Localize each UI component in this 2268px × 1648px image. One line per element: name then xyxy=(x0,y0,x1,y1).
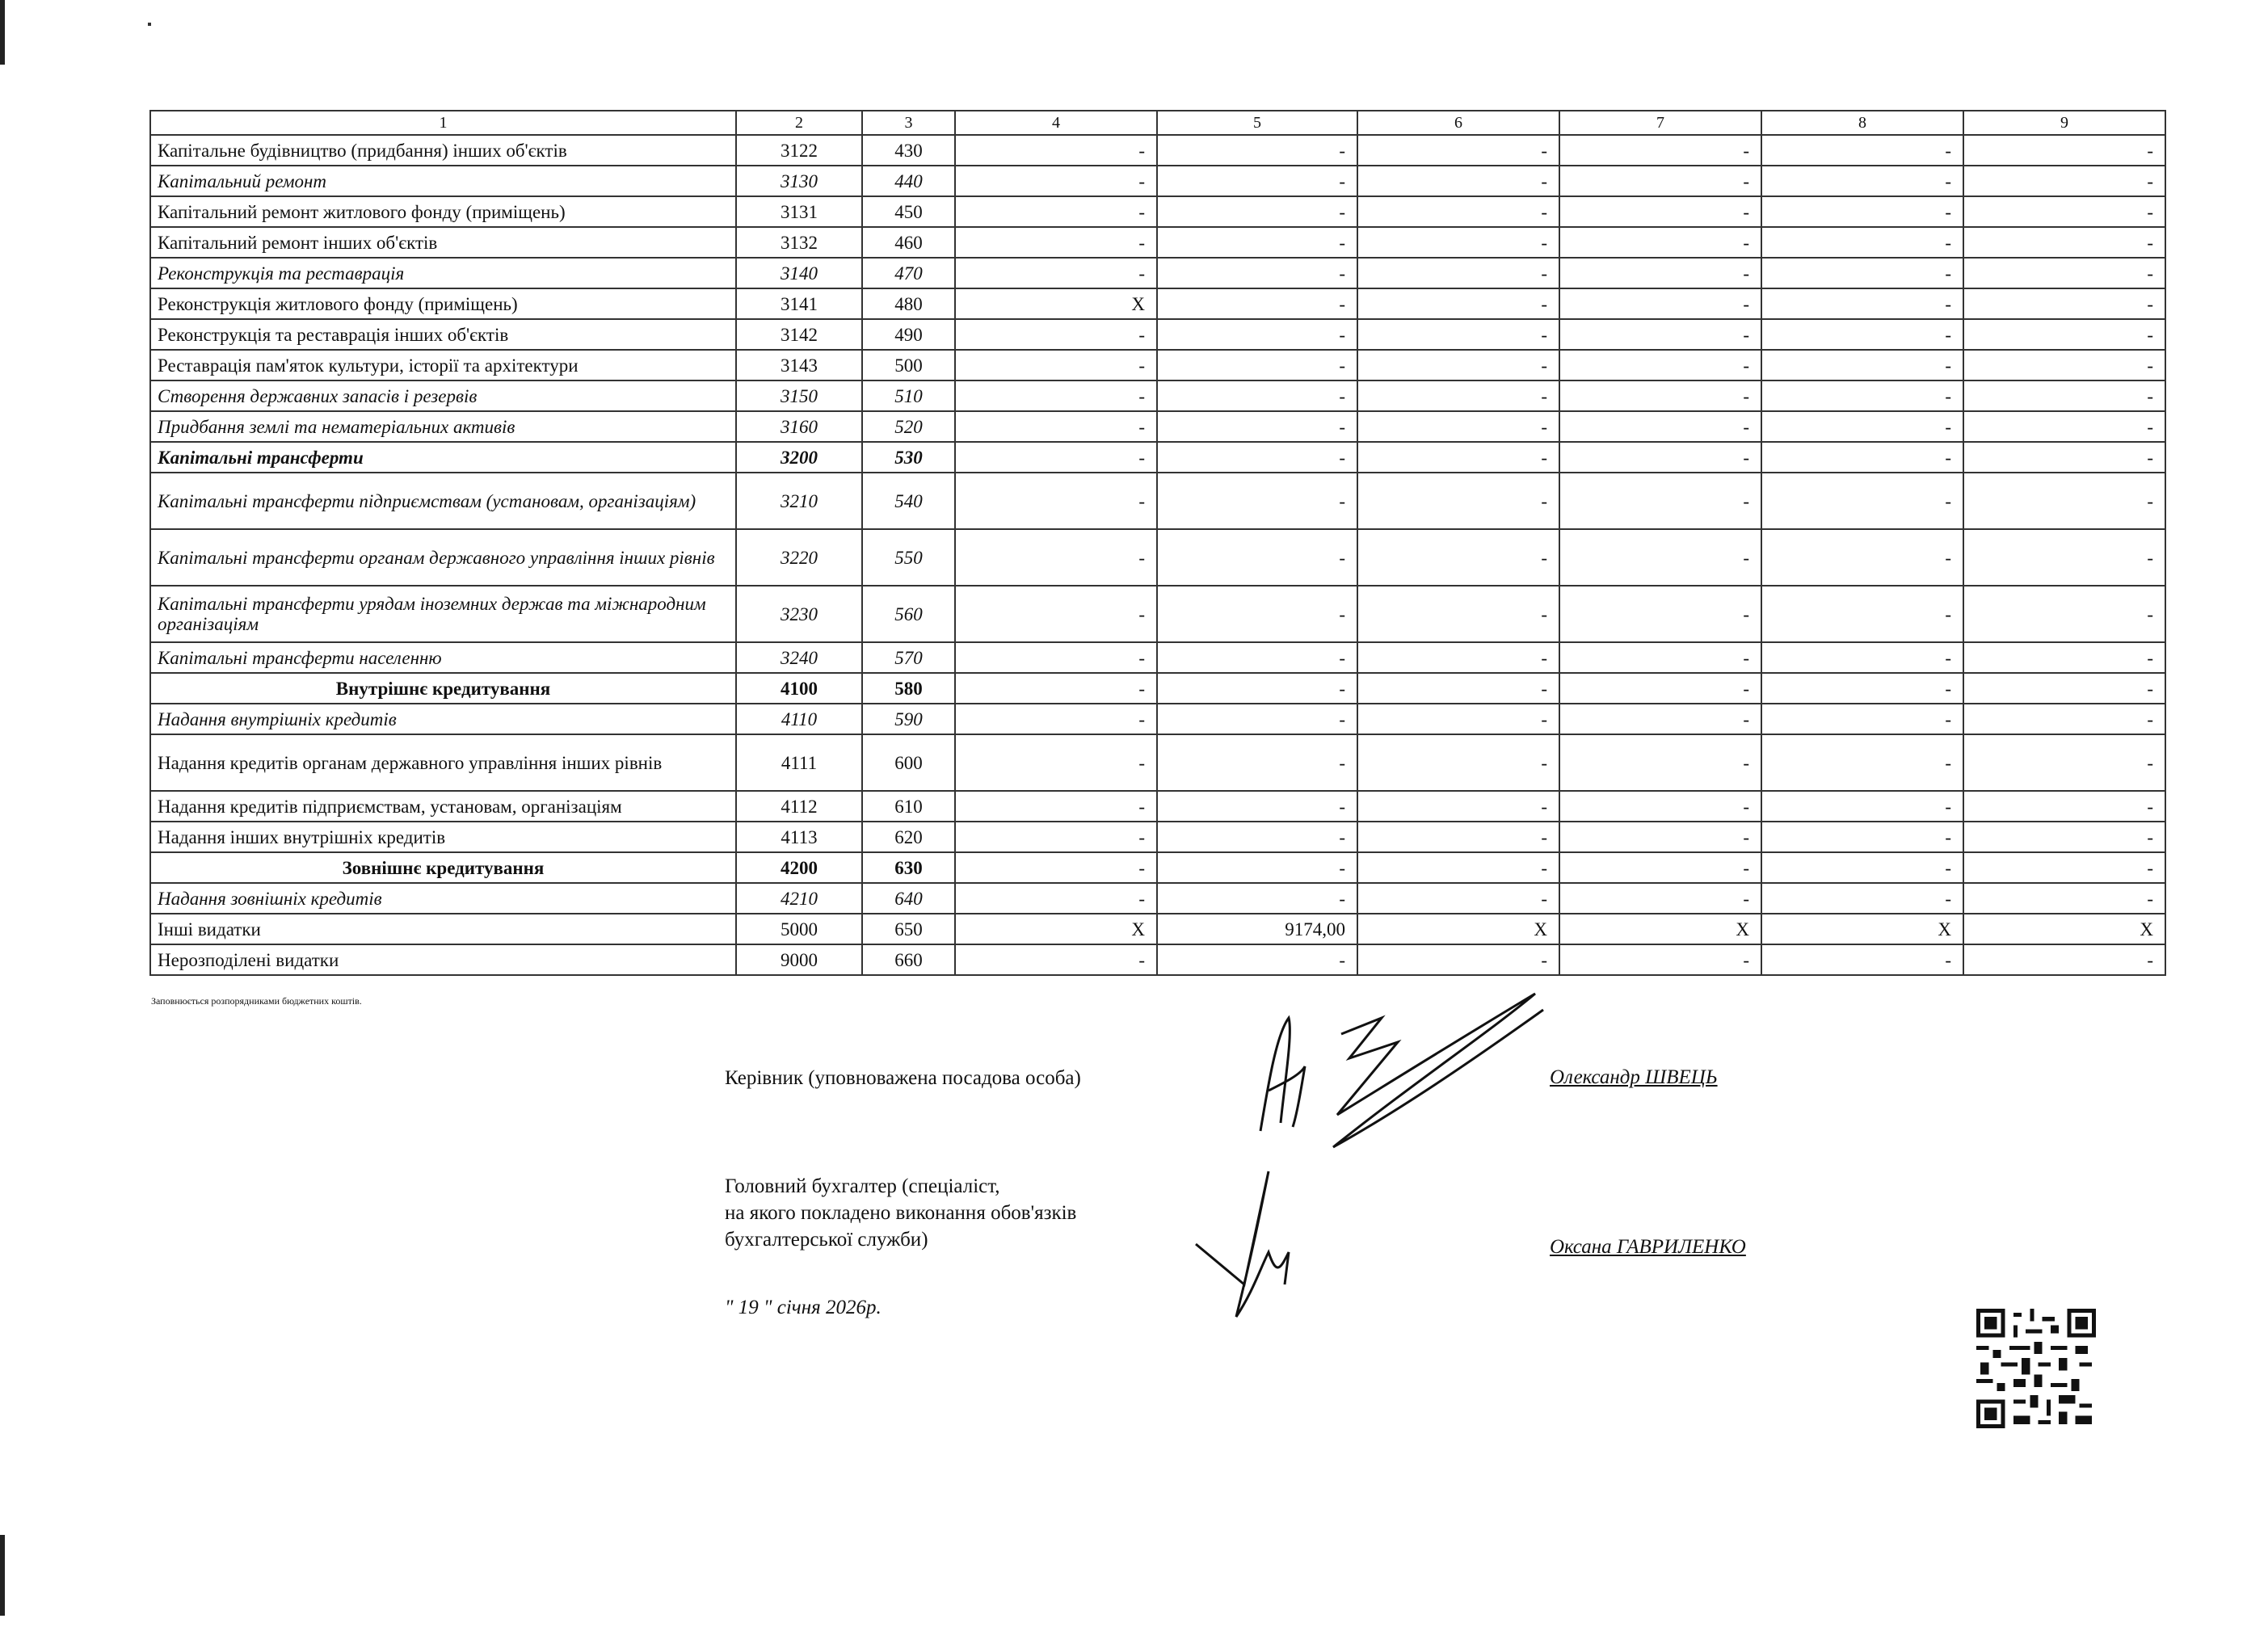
row-value: - xyxy=(955,350,1157,380)
row-value: - xyxy=(1357,791,1559,822)
row-value: - xyxy=(1963,642,2165,673)
row-code: 3130 xyxy=(736,166,862,196)
accountant-label xyxy=(725,1173,1076,1253)
row-code: 3200 xyxy=(736,442,862,473)
row-value: - xyxy=(1357,734,1559,791)
row-value: - xyxy=(1761,258,1963,288)
table-row xyxy=(150,196,2165,227)
row-value: - xyxy=(1963,529,2165,586)
row-value: - xyxy=(955,442,1157,473)
row-value: - xyxy=(1559,258,1761,288)
table-row xyxy=(150,914,2165,944)
row-number: 530 xyxy=(862,442,955,473)
table-row xyxy=(150,350,2165,380)
row-number: 430 xyxy=(862,135,955,166)
row-value: - xyxy=(1963,380,2165,411)
row-value: X xyxy=(1963,914,2165,944)
row-value: - xyxy=(1357,883,1559,914)
row-code: 3131 xyxy=(736,196,862,227)
row-value: - xyxy=(955,704,1157,734)
header-cell: 4 xyxy=(955,111,1157,135)
row-value: - xyxy=(955,227,1157,258)
accountant-name: Оксана ГАВРИЛЕНКО xyxy=(1550,1236,1746,1258)
row-value: - xyxy=(1357,642,1559,673)
row-value: - xyxy=(1357,350,1559,380)
signature-date: " 19 " січня 2026р. xyxy=(725,1297,882,1318)
row-name: Реставрація пам'яток культури, історії та архітектури xyxy=(150,350,736,380)
row-value: - xyxy=(1761,380,1963,411)
table-row xyxy=(150,411,2165,442)
row-value: - xyxy=(1963,704,2165,734)
row-value: - xyxy=(1963,319,2165,350)
row-name: Реконструкція житлового фонду (приміщень) xyxy=(150,288,736,319)
row-value: - xyxy=(1963,586,2165,642)
row-value: - xyxy=(1357,442,1559,473)
row-code: 3220 xyxy=(736,529,862,586)
row-value: - xyxy=(1559,642,1761,673)
row-value: - xyxy=(1761,166,1963,196)
row-value: - xyxy=(1761,288,1963,319)
row-value: - xyxy=(1357,673,1559,704)
header-cell: 5 xyxy=(1157,111,1357,135)
table-row xyxy=(150,852,2165,883)
table-row xyxy=(150,586,2165,642)
row-name: Капітальні трансферти органам державного управління інших рівнів xyxy=(150,529,736,586)
row-number: 580 xyxy=(862,673,955,704)
row-value: - xyxy=(1761,704,1963,734)
row-code: 4110 xyxy=(736,704,862,734)
row-value: - xyxy=(1357,319,1559,350)
row-name: Реконструкція та реставрація xyxy=(150,258,736,288)
row-code: 3132 xyxy=(736,227,862,258)
row-value: - xyxy=(1157,350,1357,380)
row-value: - xyxy=(1157,883,1357,914)
row-name: Капітальні трансферти xyxy=(150,442,736,473)
row-value: - xyxy=(1157,227,1357,258)
table-row xyxy=(150,319,2165,350)
head-name: Олександр ШВЕЦЬ xyxy=(1550,1066,1718,1088)
row-value: - xyxy=(1761,586,1963,642)
row-value: - xyxy=(1963,288,2165,319)
accountant-signature xyxy=(1188,1163,1349,1325)
row-code: 4113 xyxy=(736,822,862,852)
row-value: - xyxy=(1357,822,1559,852)
row-code: 3210 xyxy=(736,473,862,529)
row-value: - xyxy=(955,822,1157,852)
row-value: - xyxy=(1157,822,1357,852)
table-row xyxy=(150,673,2165,704)
row-number: 450 xyxy=(862,196,955,227)
row-value: - xyxy=(1559,442,1761,473)
scan-edge-mark-bottom xyxy=(0,1535,5,1616)
row-value: - xyxy=(1761,673,1963,704)
table-body xyxy=(150,111,2165,975)
row-value: - xyxy=(1559,704,1761,734)
table-row xyxy=(150,258,2165,288)
table-row xyxy=(150,822,2165,852)
row-code: 3150 xyxy=(736,380,862,411)
row-value: - xyxy=(955,258,1157,288)
row-value: - xyxy=(955,135,1157,166)
row-name: Капітальний ремонт житлового фонду (приміщень) xyxy=(150,196,736,227)
row-code: 3160 xyxy=(736,411,862,442)
row-code: 3141 xyxy=(736,288,862,319)
row-value: - xyxy=(1157,529,1357,586)
header-row xyxy=(150,111,2165,135)
row-value: - xyxy=(1761,319,1963,350)
row-value: X xyxy=(1357,914,1559,944)
row-value: - xyxy=(1157,288,1357,319)
header-cell: 8 xyxy=(1761,111,1963,135)
row-code: 4200 xyxy=(736,852,862,883)
row-value: - xyxy=(955,166,1157,196)
table-row xyxy=(150,288,2165,319)
row-value: - xyxy=(955,883,1157,914)
row-value: - xyxy=(1963,734,2165,791)
row-value: - xyxy=(1963,944,2165,975)
row-number: 650 xyxy=(862,914,955,944)
row-number: 540 xyxy=(862,473,955,529)
row-code: 4112 xyxy=(736,791,862,822)
row-name: Капітальні трансферти підприємствам (установам, організаціям) xyxy=(150,473,736,529)
row-value: - xyxy=(1157,704,1357,734)
row-value: - xyxy=(1357,288,1559,319)
scan-edge-mark-top xyxy=(0,0,5,65)
row-value: - xyxy=(1559,135,1761,166)
row-value: - xyxy=(955,852,1157,883)
row-value: - xyxy=(955,473,1157,529)
footnote: Заповнюється розпорядниками бюджетних коштів. xyxy=(151,995,362,1007)
row-value: - xyxy=(1357,473,1559,529)
row-value: - xyxy=(1559,288,1761,319)
row-value: - xyxy=(1559,196,1761,227)
table-row xyxy=(150,883,2165,914)
row-value: - xyxy=(955,529,1157,586)
row-value: - xyxy=(1559,473,1761,529)
row-value: - xyxy=(1963,227,2165,258)
table-row xyxy=(150,227,2165,258)
row-name: Надання кредитів підприємствам, установам, організаціям xyxy=(150,791,736,822)
row-value: - xyxy=(955,673,1157,704)
row-value: - xyxy=(1559,791,1761,822)
row-code: 3142 xyxy=(736,319,862,350)
row-value: - xyxy=(1963,442,2165,473)
row-value: X xyxy=(1761,914,1963,944)
row-name: Капітальний ремонт інших об'єктів xyxy=(150,227,736,258)
row-name: Інші видатки xyxy=(150,914,736,944)
row-value: - xyxy=(1761,852,1963,883)
row-value: - xyxy=(1963,258,2165,288)
row-number: 440 xyxy=(862,166,955,196)
row-number: 460 xyxy=(862,227,955,258)
row-value: - xyxy=(1963,411,2165,442)
row-value: - xyxy=(1963,852,2165,883)
row-code: 4100 xyxy=(736,673,862,704)
row-name: Створення державних запасів і резервів xyxy=(150,380,736,411)
header-cell: 3 xyxy=(862,111,955,135)
row-value: - xyxy=(1357,227,1559,258)
accountant-label-line-1: Головний бухгалтер (спеціаліст, xyxy=(725,1175,1000,1197)
table-row xyxy=(150,704,2165,734)
row-value: - xyxy=(1559,227,1761,258)
row-name: Надання кредитів органам державного управління інших рівнів xyxy=(150,734,736,791)
row-name: Надання зовнішніх кредитів xyxy=(150,883,736,914)
row-value: - xyxy=(1559,380,1761,411)
row-value: - xyxy=(955,642,1157,673)
row-value: - xyxy=(1357,135,1559,166)
row-code: 3143 xyxy=(736,350,862,380)
header-cell: 1 xyxy=(150,111,736,135)
row-value: - xyxy=(1157,642,1357,673)
row-number: 590 xyxy=(862,704,955,734)
row-value: - xyxy=(1559,350,1761,380)
row-value: - xyxy=(1963,791,2165,822)
table-row xyxy=(150,529,2165,586)
row-value: - xyxy=(1157,442,1357,473)
row-value: X xyxy=(955,288,1157,319)
row-value: - xyxy=(1157,135,1357,166)
head-label: Керівник (уповноважена посадова особа) xyxy=(725,1067,1081,1089)
table-row xyxy=(150,442,2165,473)
row-value: - xyxy=(955,734,1157,791)
table-row xyxy=(150,166,2165,196)
row-value: - xyxy=(1357,196,1559,227)
row-value: - xyxy=(1559,319,1761,350)
row-value: - xyxy=(1157,944,1357,975)
row-value: - xyxy=(1761,473,1963,529)
table-row xyxy=(150,380,2165,411)
row-value: - xyxy=(955,944,1157,975)
row-value: - xyxy=(1963,166,2165,196)
row-value: - xyxy=(1761,350,1963,380)
row-name: Зовнішнє кредитування xyxy=(150,852,736,883)
accountant-label-line-2: на якого покладено виконання обов'язків xyxy=(725,1202,1077,1224)
header-cell: 6 xyxy=(1357,111,1559,135)
row-value: - xyxy=(1963,135,2165,166)
row-code: 4210 xyxy=(736,883,862,914)
row-value: - xyxy=(1559,944,1761,975)
row-value: - xyxy=(955,380,1157,411)
row-value: - xyxy=(1761,734,1963,791)
row-name: Придбання землі та нематеріальних активів xyxy=(150,411,736,442)
row-number: 570 xyxy=(862,642,955,673)
row-value: - xyxy=(1963,196,2165,227)
row-value: - xyxy=(1157,166,1357,196)
row-value: - xyxy=(1963,673,2165,704)
row-value: - xyxy=(1559,852,1761,883)
row-number: 520 xyxy=(862,411,955,442)
row-name: Внутрішнє кредитування xyxy=(150,673,736,704)
row-value: - xyxy=(1559,822,1761,852)
row-name: Нерозподілені видатки xyxy=(150,944,736,975)
row-number: 510 xyxy=(862,380,955,411)
row-value: - xyxy=(955,586,1157,642)
qr-code-icon xyxy=(1976,1309,2096,1428)
row-value: - xyxy=(1157,852,1357,883)
row-value: - xyxy=(1559,883,1761,914)
table-row xyxy=(150,135,2165,166)
header-cell: 2 xyxy=(736,111,862,135)
row-value: - xyxy=(1357,852,1559,883)
row-number: 660 xyxy=(862,944,955,975)
row-value: - xyxy=(1761,944,1963,975)
row-code: 3230 xyxy=(736,586,862,642)
row-value: - xyxy=(1357,258,1559,288)
row-name: Надання внутрішніх кредитів xyxy=(150,704,736,734)
header-cell: 9 xyxy=(1963,111,2165,135)
row-code: 3240 xyxy=(736,642,862,673)
row-value: - xyxy=(1761,529,1963,586)
row-value: - xyxy=(1157,673,1357,704)
row-value: - xyxy=(1357,411,1559,442)
row-number: 600 xyxy=(862,734,955,791)
row-number: 550 xyxy=(862,529,955,586)
row-value: - xyxy=(1761,822,1963,852)
row-number: 610 xyxy=(862,791,955,822)
row-name: Капітальне будівництво (придбання) інших об'єктів xyxy=(150,135,736,166)
row-number: 470 xyxy=(862,258,955,288)
row-value: - xyxy=(1761,135,1963,166)
row-value: - xyxy=(1761,442,1963,473)
row-value: - xyxy=(1761,883,1963,914)
row-value: - xyxy=(1357,529,1559,586)
row-value: - xyxy=(1559,411,1761,442)
row-value: - xyxy=(1963,883,2165,914)
row-value: - xyxy=(955,411,1157,442)
row-number: 560 xyxy=(862,586,955,642)
row-name: Надання інших внутрішніх кредитів xyxy=(150,822,736,852)
row-value: - xyxy=(1761,791,1963,822)
row-number: 490 xyxy=(862,319,955,350)
row-code: 4111 xyxy=(736,734,862,791)
row-value: - xyxy=(1357,166,1559,196)
row-number: 480 xyxy=(862,288,955,319)
row-value: - xyxy=(1963,350,2165,380)
row-name: Капітальні трансферти населенню xyxy=(150,642,736,673)
table-row xyxy=(150,642,2165,673)
row-value: 9174,00 xyxy=(1157,914,1357,944)
accountant-label-line-3: бухгалтерської служби) xyxy=(725,1229,928,1251)
row-value: - xyxy=(1761,411,1963,442)
head-signature xyxy=(1244,986,1551,1179)
row-name: Реконструкція та реставрація інших об'єктів xyxy=(150,319,736,350)
row-value: - xyxy=(1761,196,1963,227)
row-value: - xyxy=(1761,227,1963,258)
row-number: 500 xyxy=(862,350,955,380)
row-value: X xyxy=(955,914,1157,944)
row-value: - xyxy=(955,319,1157,350)
row-name: Капітальний ремонт xyxy=(150,166,736,196)
scan-dot xyxy=(148,23,151,26)
row-number: 630 xyxy=(862,852,955,883)
table-row xyxy=(150,734,2165,791)
row-name: Капітальні трансферти урядам іноземних держав та міжнародним організаціям xyxy=(150,586,736,642)
row-value: - xyxy=(1963,822,2165,852)
row-value: - xyxy=(1157,473,1357,529)
row-value: - xyxy=(1963,473,2165,529)
row-value: - xyxy=(1357,944,1559,975)
row-code: 9000 xyxy=(736,944,862,975)
row-value: - xyxy=(1559,734,1761,791)
row-value: - xyxy=(1357,704,1559,734)
row-code: 3140 xyxy=(736,258,862,288)
row-value: - xyxy=(1559,166,1761,196)
report-table xyxy=(149,110,2166,976)
row-value: - xyxy=(955,196,1157,227)
row-code: 5000 xyxy=(736,914,862,944)
row-value: - xyxy=(1157,734,1357,791)
row-code: 3122 xyxy=(736,135,862,166)
row-value: - xyxy=(1761,642,1963,673)
row-value: - xyxy=(955,791,1157,822)
row-value: - xyxy=(1157,411,1357,442)
row-value: - xyxy=(1357,380,1559,411)
table-row xyxy=(150,791,2165,822)
table-row xyxy=(150,944,2165,975)
row-value: - xyxy=(1157,380,1357,411)
table-row xyxy=(150,473,2165,529)
header-cell: 7 xyxy=(1559,111,1761,135)
row-value: - xyxy=(1357,586,1559,642)
row-value: - xyxy=(1559,586,1761,642)
row-value: - xyxy=(1157,319,1357,350)
row-value: - xyxy=(1157,196,1357,227)
row-value: X xyxy=(1559,914,1761,944)
row-number: 640 xyxy=(862,883,955,914)
row-value: - xyxy=(1157,586,1357,642)
row-value: - xyxy=(1157,258,1357,288)
row-value: - xyxy=(1559,529,1761,586)
row-number: 620 xyxy=(862,822,955,852)
row-value: - xyxy=(1157,791,1357,822)
row-value: - xyxy=(1559,673,1761,704)
